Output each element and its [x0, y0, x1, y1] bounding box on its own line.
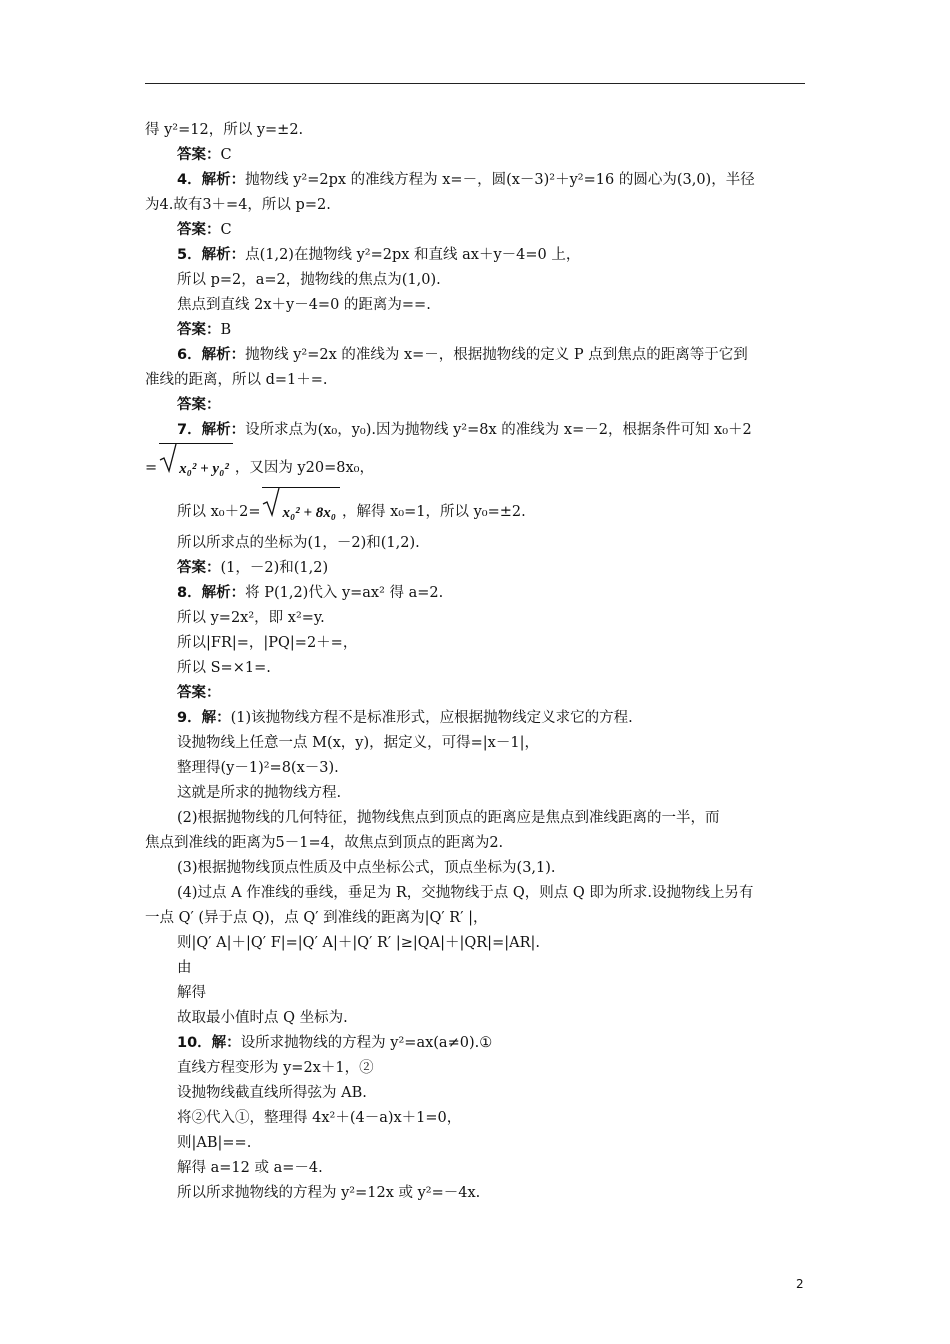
- answer-value: (1，－2)和(1,2): [220, 560, 329, 576]
- q10-line7: 所以所求抛物线的方程为 y²=12x 或 y²=－4x.: [177, 1185, 481, 1201]
- answer-label: 答案：: [177, 322, 221, 338]
- q10-line5: 则|AB|==.: [177, 1135, 252, 1151]
- q9-line7: (3)根据抛物线顶点性质及中点坐标公式，顶点坐标为(3,1).: [177, 860, 556, 876]
- sqrt-formula: [159, 443, 233, 493]
- q8-line3: 所以|FR|=，|PQ|=2＋=，: [177, 635, 358, 651]
- q7-eq-prefix: =: [145, 460, 158, 476]
- q9-label: 9．解：: [177, 710, 231, 726]
- sqrt-formula: [262, 487, 340, 537]
- q4-answer: [145, 218, 807, 243]
- q7-eq-suffix: ，解得 x₀=1，所以 y₀=±2.: [342, 504, 526, 520]
- answer-label: 答案：: [177, 147, 221, 163]
- answer-value: B: [220, 322, 232, 338]
- q10-line3: 设抛物线截直线所得弦为 AB.: [177, 1085, 367, 1101]
- q9-line3: 整理得(y－1)²=8(x－3).: [177, 760, 339, 776]
- q6-line2: 准线的距离，所以 d=1＋=.: [145, 372, 328, 388]
- answer-value: C: [220, 222, 232, 238]
- q9-line11: 由: [177, 960, 192, 976]
- q9-line9: 一点 Q′ (异于点 Q)，点 Q′ 到准线的距离为|Q′ R′ |，: [145, 910, 488, 926]
- q7-eq-suffix: ，又因为 y20=8x₀，: [234, 460, 374, 476]
- header-rule: [145, 83, 805, 84]
- q8-line2: 所以 y=2x²，即 x²=y.: [177, 610, 325, 626]
- q7-line3: [145, 487, 807, 531]
- q10-line6: 解得 a=12 或 a=－4.: [177, 1160, 323, 1176]
- q8-line1: [145, 581, 807, 606]
- q8-line4: 所以 S=×1=.: [177, 660, 271, 676]
- page-number: 2: [796, 1277, 804, 1291]
- q10-text: 设所求抛物线的方程为 y²=ax(a≠0).①: [240, 1035, 493, 1051]
- q10-line2: 直线方程变形为 y=2x＋1，②: [177, 1060, 374, 1076]
- q4-text: 抛物线 y²=2px 的准线方程为 x=－，圆(x－3)²＋y²=16 的圆心为(3,0)，半径: [245, 172, 755, 188]
- q10-line4: 将②代入①，整理得 4x²＋(4－a)x＋1=0，: [177, 1110, 462, 1126]
- answer-text: [145, 118, 807, 1206]
- q4-line1: [145, 168, 807, 193]
- q10-line1: [145, 1031, 807, 1056]
- q4-label: 4．解析：: [177, 172, 246, 188]
- q7-line4: 所以所求点的坐标为(1，－2)和(1,2).: [177, 535, 420, 551]
- q8-answer: [145, 681, 807, 706]
- q5-line2: 所以 p=2，a=2，抛物线的焦点为(1,0).: [177, 272, 441, 288]
- radical-sign: [159, 443, 181, 473]
- q7-line2: [145, 443, 807, 487]
- q9-line13: 故取最小值时点 Q 坐标为.: [177, 1010, 348, 1026]
- q9-line10: 则|Q′ A|＋|Q′ F|=|Q′ A|＋|Q′ R′ |≥|QA|＋|QR|=|AR|.: [177, 935, 540, 951]
- q6-text: 抛物线 y²=2x 的准线为 x=－，根据抛物线的定义 P 点到焦点的距离等于它到: [245, 347, 748, 363]
- answer-label: 答案：: [177, 560, 221, 576]
- q9-line2: 设抛物线上任意一点 M(x，y)，据定义，可得=|x－1|，: [177, 735, 539, 751]
- q6-line1: [145, 343, 807, 368]
- q8-text: 将 P(1,2)代入 y=ax² 得 a=2.: [245, 585, 444, 601]
- q6-answer: [145, 393, 807, 418]
- q9-line1: [145, 706, 807, 731]
- q9-line5: (2)根据抛物线的几何特征，抛物线焦点到顶点的距离应是焦点到准线距离的一半，而: [177, 810, 720, 826]
- q7-text: 设所求点为(x₀，y₀).因为抛物线 y²=8x 的准线为 x=－2，根据条件可知 x₀＋2: [245, 422, 752, 438]
- q10-label: 10．解：: [177, 1035, 241, 1051]
- q5-line1: [145, 243, 807, 268]
- q5-answer: [145, 318, 807, 343]
- q9-text: (1)该抛物线方程不是标准形式，应根据抛物线定义求它的方程.: [230, 710, 633, 726]
- q5-line3: 焦点到直线 2x＋y－4=0 的距离为==.: [177, 297, 431, 313]
- q5-text: 点(1,2)在抛物线 y²=2px 和直线 ax＋y－4=0 上，: [245, 247, 581, 263]
- answer-label: 答案：: [177, 222, 221, 238]
- q8-label: 8．解析：: [177, 585, 246, 601]
- q9-line6: 焦点到准线的距离为5－1=4，故焦点到顶点的距离为2.: [145, 835, 504, 851]
- q7-answer: [145, 556, 807, 581]
- q3-line1: 得 y²=12，所以 y=±2.: [145, 122, 304, 138]
- q3-answer: [145, 143, 807, 168]
- sqrt-radicand: x₀² + y₀²: [159, 443, 233, 493]
- q5-label: 5．解析：: [177, 247, 246, 263]
- q7-label: 7．解析：: [177, 422, 246, 438]
- q9-line8: (4)过点 A 作准线的垂线，垂足为 R，交抛物线于点 Q，则点 Q 即为所求.设抛物线上另有: [177, 885, 754, 901]
- answer-label: 答案：: [177, 685, 221, 701]
- q7-line1: [145, 418, 807, 443]
- q6-label: 6．解析：: [177, 347, 246, 363]
- q4-line2: 为4.故有3＋=4，所以 p=2.: [145, 197, 331, 213]
- q7-eq-prefix: 所以 x₀＋2=: [177, 504, 261, 520]
- sqrt-radicand: x₀² + 8x₀: [262, 487, 340, 537]
- radical-sign: [262, 487, 284, 517]
- answer-label: 答案：: [177, 397, 221, 413]
- q9-line4: 这就是所求的抛物线方程.: [177, 785, 342, 801]
- q9-line12: 解得: [177, 985, 206, 1001]
- answer-value: C: [220, 147, 232, 163]
